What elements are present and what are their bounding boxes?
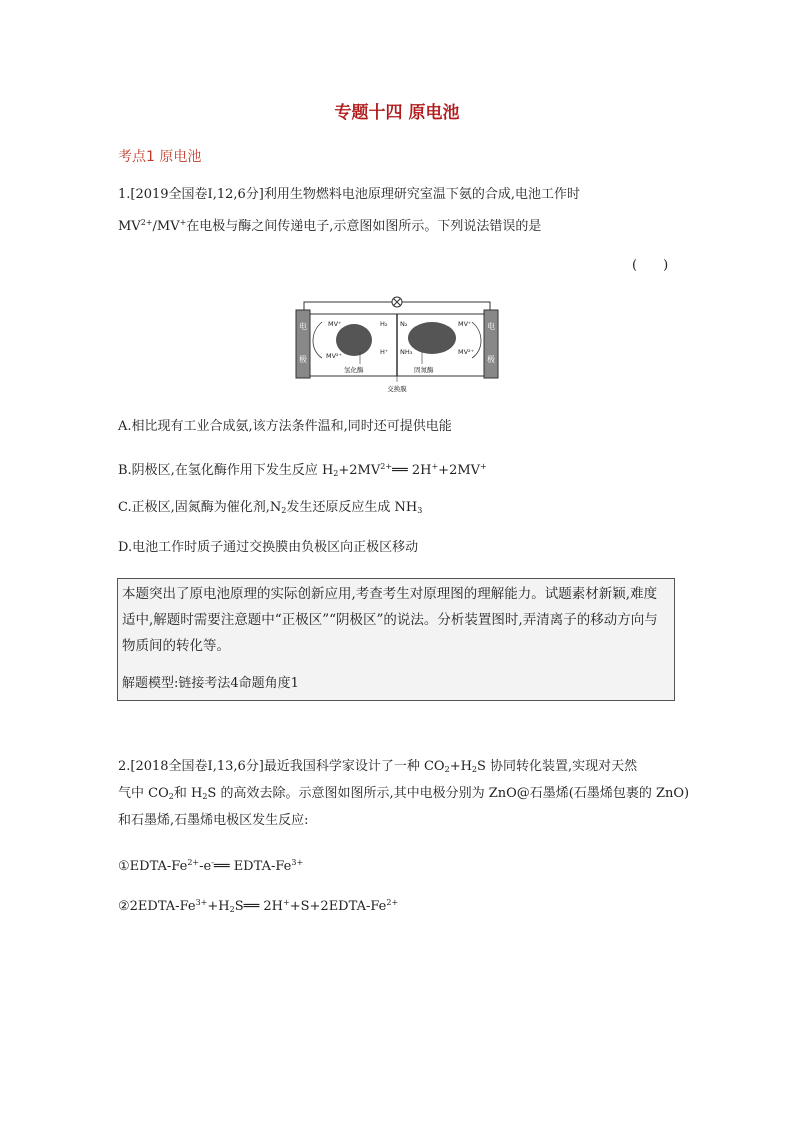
nitrogenase-label: 固氮酶 <box>414 366 434 374</box>
q1-option-b: B.阴极区,在氢化酶作用下发生反应 $H_2+2MV^{2+}══$ 2H++2MV+ <box>118 462 487 478</box>
q2-stem-line3: 和石墨烯,石墨烯电极区发生反应: <box>118 813 309 828</box>
q1-option-c: C.正极区,固氮酶为催化剂$,N_2$发生还原反应生成 $NH_3$ <box>118 500 423 515</box>
fuel-cell-diagram <box>292 292 502 397</box>
right-electrode-label-top: 电 <box>487 322 495 331</box>
mv-plus-left: MV⁺ <box>328 320 342 328</box>
nh3-label: NH₃ <box>400 348 413 356</box>
left-electrode <box>296 310 310 378</box>
n2-label: N₂ <box>400 320 408 328</box>
right-electrode-label-bottom: 极 <box>487 355 495 364</box>
mv-plus-right: MV⁺ <box>458 320 472 328</box>
right-electrode <box>484 310 498 378</box>
hydrogenase-label: 氢化酶 <box>344 366 364 374</box>
h2-label: H₂ <box>380 320 388 328</box>
left-electrode-label-bottom: 极 <box>299 355 307 364</box>
nitrogenase-enzyme <box>408 322 456 354</box>
mv2-right: MV²⁺ <box>458 348 475 356</box>
solution-model-link: 解题模型:链接考法4命题角度1 <box>122 676 299 691</box>
section-heading: 考点1 原电池 <box>118 149 202 165</box>
q1-option-a: A.相比现有工业合成氨,该方法条件温和,同时还可提供电能 <box>118 419 452 434</box>
q2-reaction-1: ①EDTA-$Fe^{2+}-e^-══$ EDTA-$Fe^{3+}$ <box>118 858 304 874</box>
h-plus-label: H⁺ <box>380 348 389 356</box>
analysis-note-box <box>117 578 675 701</box>
q1-option-d: D.电池工作时质子通过交换膜由负极区向正极区移动 <box>118 540 419 555</box>
answer-blank: ( ) <box>632 258 669 273</box>
q2-stem-line2: 气中 $CO_2$和 $H_2S$ 的高效去除。示意图如图所示,其中电极分别为 ZnO@石墨烯(石墨烯包裹的 ZnO) <box>118 786 690 801</box>
q1-stem-line2: $MV^{2+}/MV^+$在电极与酶之间传递电子,示意图如图所示。下列说法错误的是 <box>118 218 542 234</box>
membrane-label: 交换膜 <box>387 385 407 393</box>
q1-stem-line1: 1.[2019全国卷Ⅰ,12,6分]利用生物燃料电池原理研究室温下氨的合成,电池工作时 <box>118 187 580 202</box>
q2-stem-line1: 2.[2018全国卷Ⅰ,13,6分]最近我国科学家设计了一种 $CO_2+H_2S$ 协同转化装置,实现对天然 <box>118 759 638 774</box>
left-electrode-label-top: 电 <box>299 322 307 331</box>
page-title: 专题十四 原电池 <box>334 103 460 123</box>
q2-reaction-2: $②2EDTA-Fe^{3+}+H_2S══$ $2H^++S+2EDTA-Fe^{2+}$ <box>118 898 399 914</box>
mv2-left: MV²⁺ <box>326 352 343 360</box>
analysis-note-text: 本题突出了原电池原理的实际创新应用,考查考生对原理图的理解能力。试题素材新颖,难度适中,解题时需要注意题中“正极区”“阴极区”的说法。分析装置图时,弄清离子的移动方向与物质间的转化等。 <box>122 586 658 654</box>
